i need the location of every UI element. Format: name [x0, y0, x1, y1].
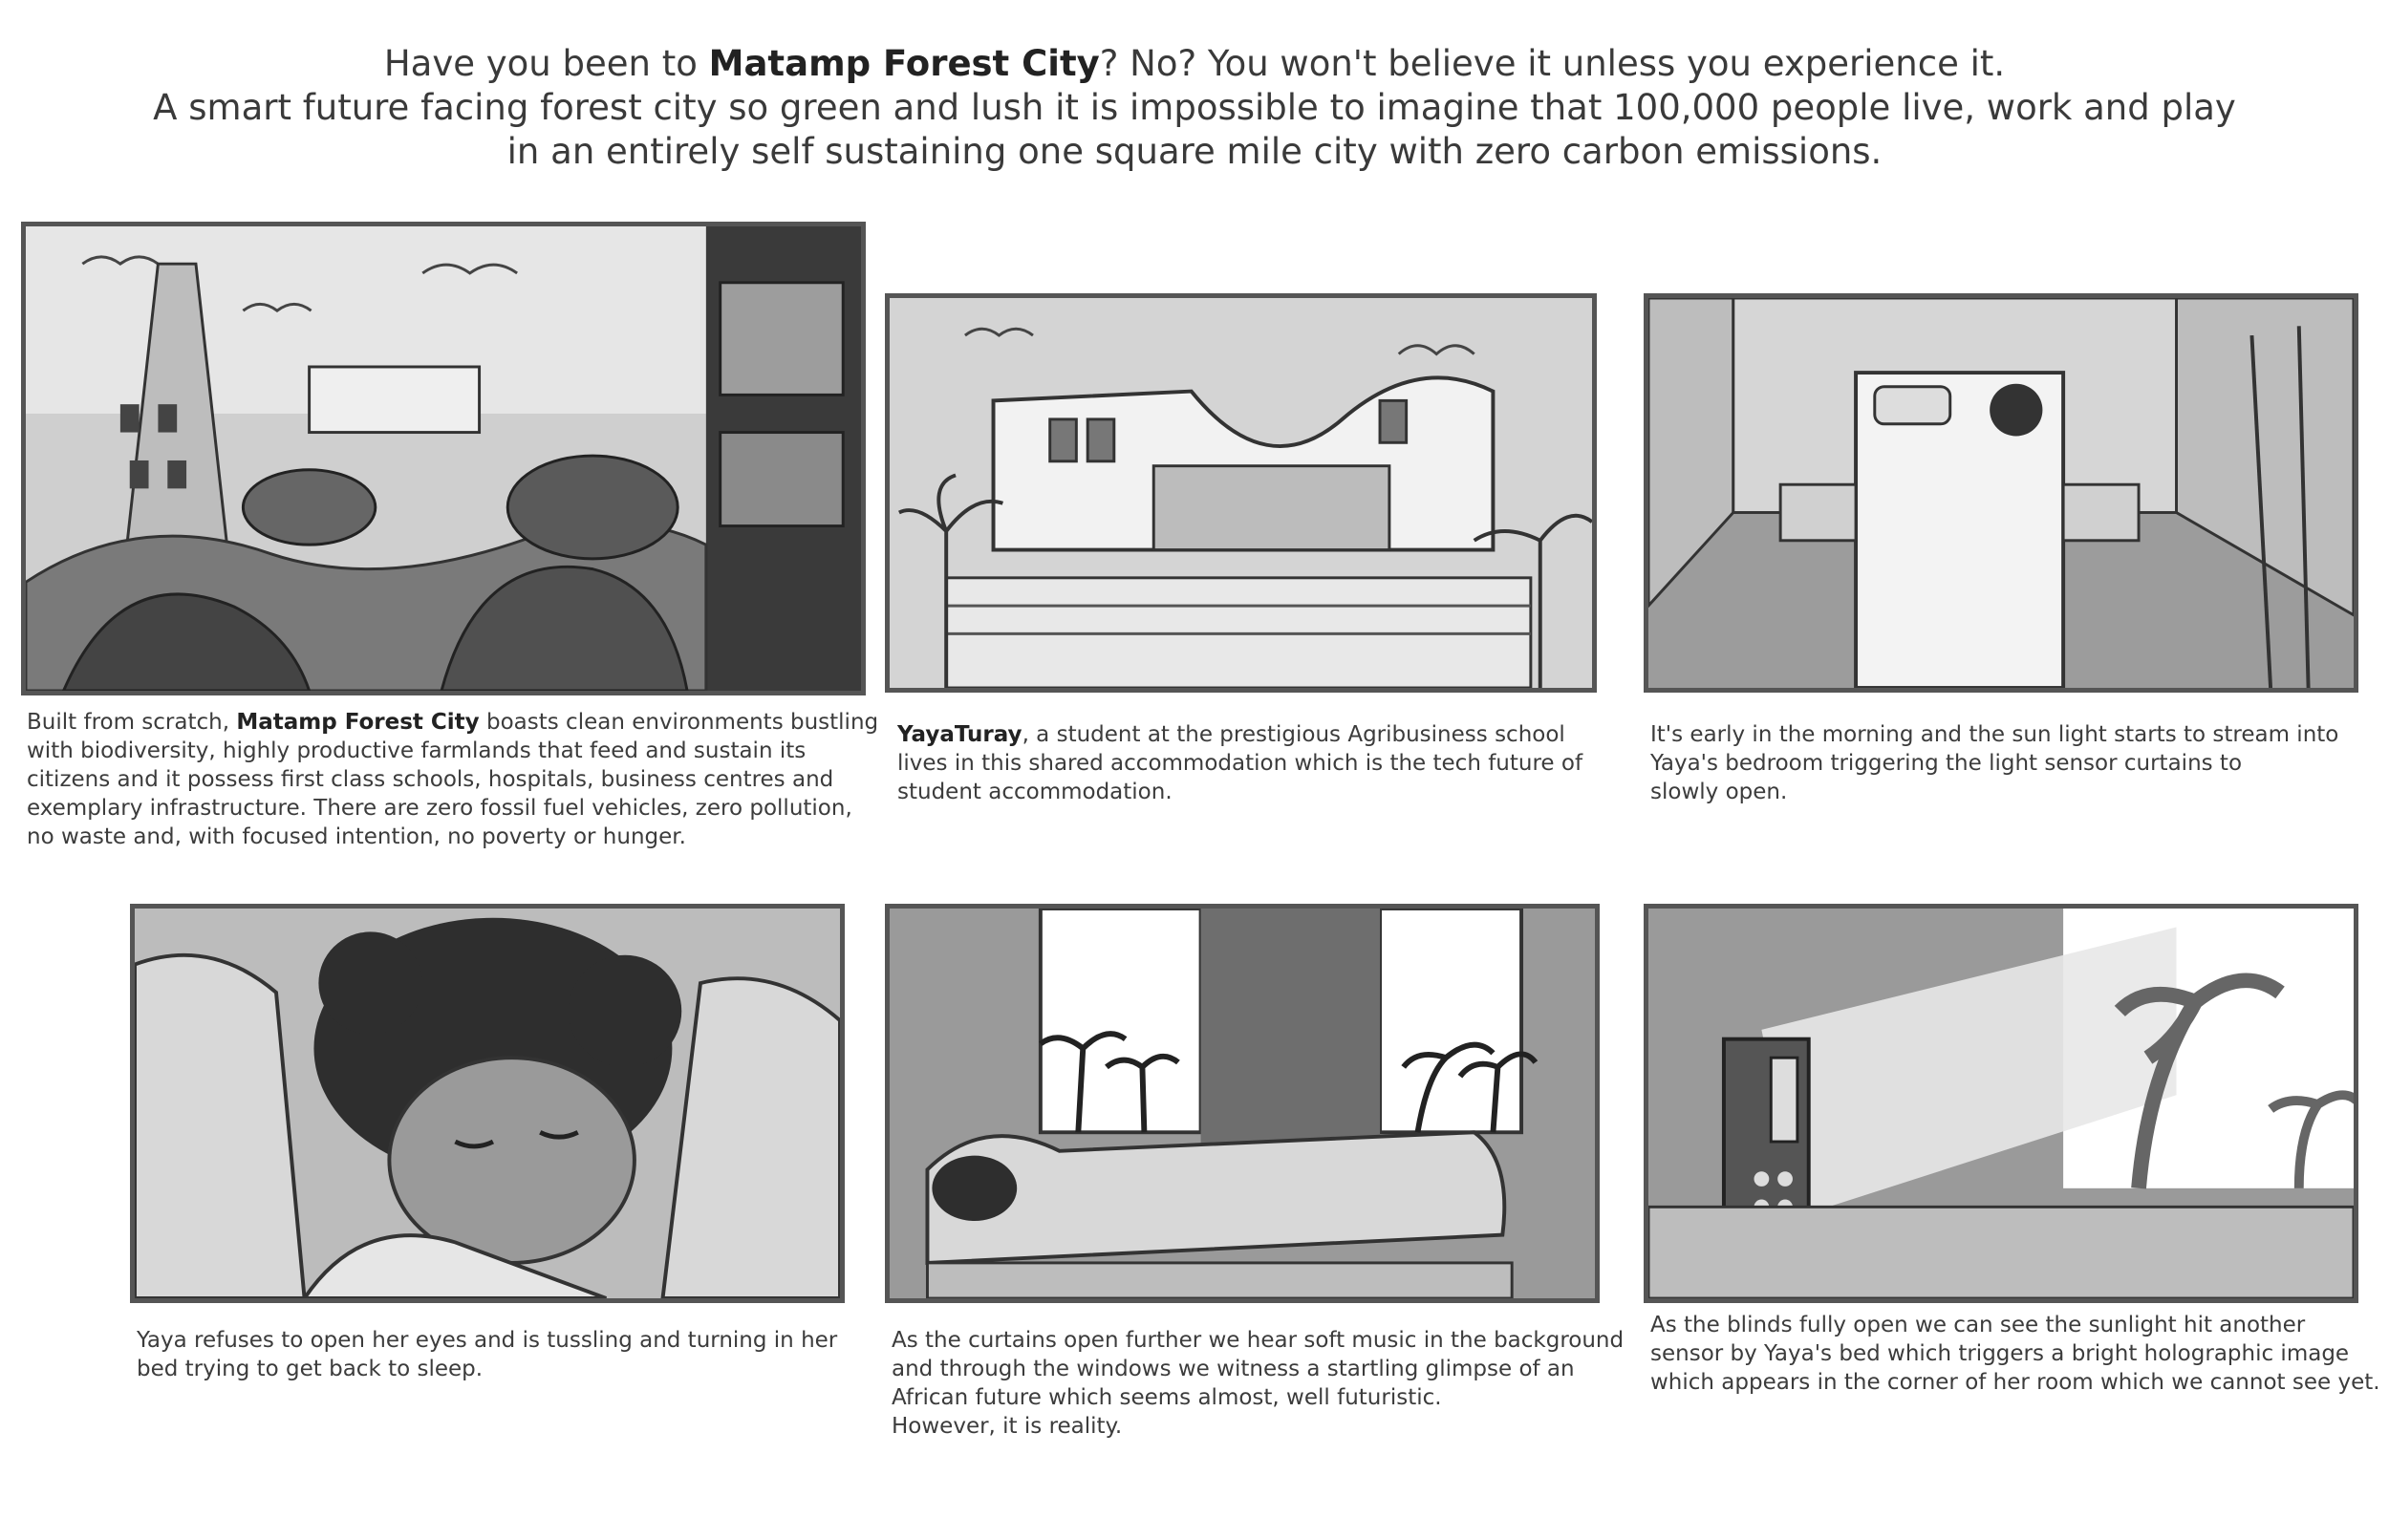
header-line-1-intro: Have you been to — [383, 43, 709, 84]
panel-3-caption-line-2: Yaya's bedroom triggering the light sensor curtains to — [1650, 751, 2243, 776]
panel-2-caption — [897, 720, 1582, 806]
storyboard-panel-6 — [1644, 904, 2358, 1303]
panel-5-caption — [892, 1326, 1624, 1441]
panel-4-caption — [137, 1326, 837, 1383]
panel-5-caption-line-3: African future which seems almost, well futuristic. — [892, 1385, 1442, 1410]
panel-2-caption-line-3: student accommodation. — [897, 780, 1173, 804]
panel-5-caption-line-1: As the curtains open further we hear soft music in the background — [892, 1328, 1625, 1353]
panel-1-caption-line-4: exemplary infrastructure. There are zero fossil fuel vehicles, zero pollution, — [27, 796, 852, 821]
panel-5-caption-line-2: and through the windows we witness a startling glimpse of an — [892, 1357, 1575, 1381]
storyboard-panel-2 — [885, 293, 1597, 693]
panel-6-caption-line-2: sensor by Yaya's bed which triggers a bright holographic image — [1650, 1341, 2350, 1366]
panel-2-caption-line-2: lives in this shared accommodation which is the tech future of — [897, 751, 1583, 776]
storyboard-panel-1 — [21, 222, 866, 695]
storyboard-panel-3 — [1644, 293, 2358, 693]
header-line-1-end: ? No? You won't believe it unless you experience it. — [1099, 43, 2006, 84]
panel-6-caption-line-3: which appears in the corner of her room which we cannot see yet. — [1650, 1370, 2380, 1395]
panel-6-caption-line-1: As the blinds fully open we can see the sunlight hit another — [1650, 1313, 2306, 1337]
yaya-sleeping-closeup — [135, 909, 840, 1298]
panel-6-caption — [1650, 1311, 2380, 1397]
page-header — [0, 42, 2389, 174]
header-line-1 — [0, 42, 2389, 86]
bedroom-illustration — [1648, 298, 2354, 688]
accommodation-illustration — [890, 298, 1592, 688]
panel-4-caption-line-2: bed trying to get back to sleep. — [137, 1357, 484, 1381]
header-line-2: A smart future facing forest city so green and lush it is impossible to imagine that 100,000 people live, work and play — [153, 87, 2236, 128]
window-view-illustration — [890, 909, 1595, 1298]
panel-1-caption-line-1: boasts clean environments bustling — [479, 710, 879, 735]
city-illustration — [26, 226, 861, 691]
panel-3-caption — [1650, 720, 2338, 806]
panel-1-caption — [27, 708, 878, 851]
panel-1-caption-line-2: with biodiversity, highly productive farmlands that feed and sustain its — [27, 738, 807, 763]
panel-1-city-name: Matamp Forest City — [236, 710, 480, 735]
storyboard-panel-4 — [130, 904, 845, 1303]
header-city-name: Matamp Forest City — [708, 43, 1100, 84]
header-line-3: in an entirely self sustaining one square mile city with zero carbon emissions. — [506, 131, 1883, 172]
panel-3-caption-line-3: slowly open. — [1650, 780, 1788, 804]
panel-2-caption-line-1: , a student at the prestigious Agribusiness school — [1022, 722, 1565, 747]
panel-1-caption-line-5: no waste and, with focused intention, no poverty or hunger. — [27, 824, 686, 849]
panel-5-caption-line-4: However, it is reality. — [892, 1414, 1123, 1439]
storyboard-panel-5 — [885, 904, 1600, 1303]
panel-4-caption-line-1: Yaya refuses to open her eyes and is tussling and turning in her — [137, 1328, 838, 1353]
panel-3-caption-line-1: It's early in the morning and the sun light starts to stream into — [1650, 722, 2339, 747]
panel-2-student-name: YayaTuray — [897, 722, 1022, 747]
panel-1-caption-line-3: citizens and it possess first class schools, hospitals, business centres and — [27, 767, 834, 792]
panel-1-caption-intro: Built from scratch, — [27, 710, 237, 735]
sunlight-sensor-illustration — [1648, 909, 2354, 1298]
